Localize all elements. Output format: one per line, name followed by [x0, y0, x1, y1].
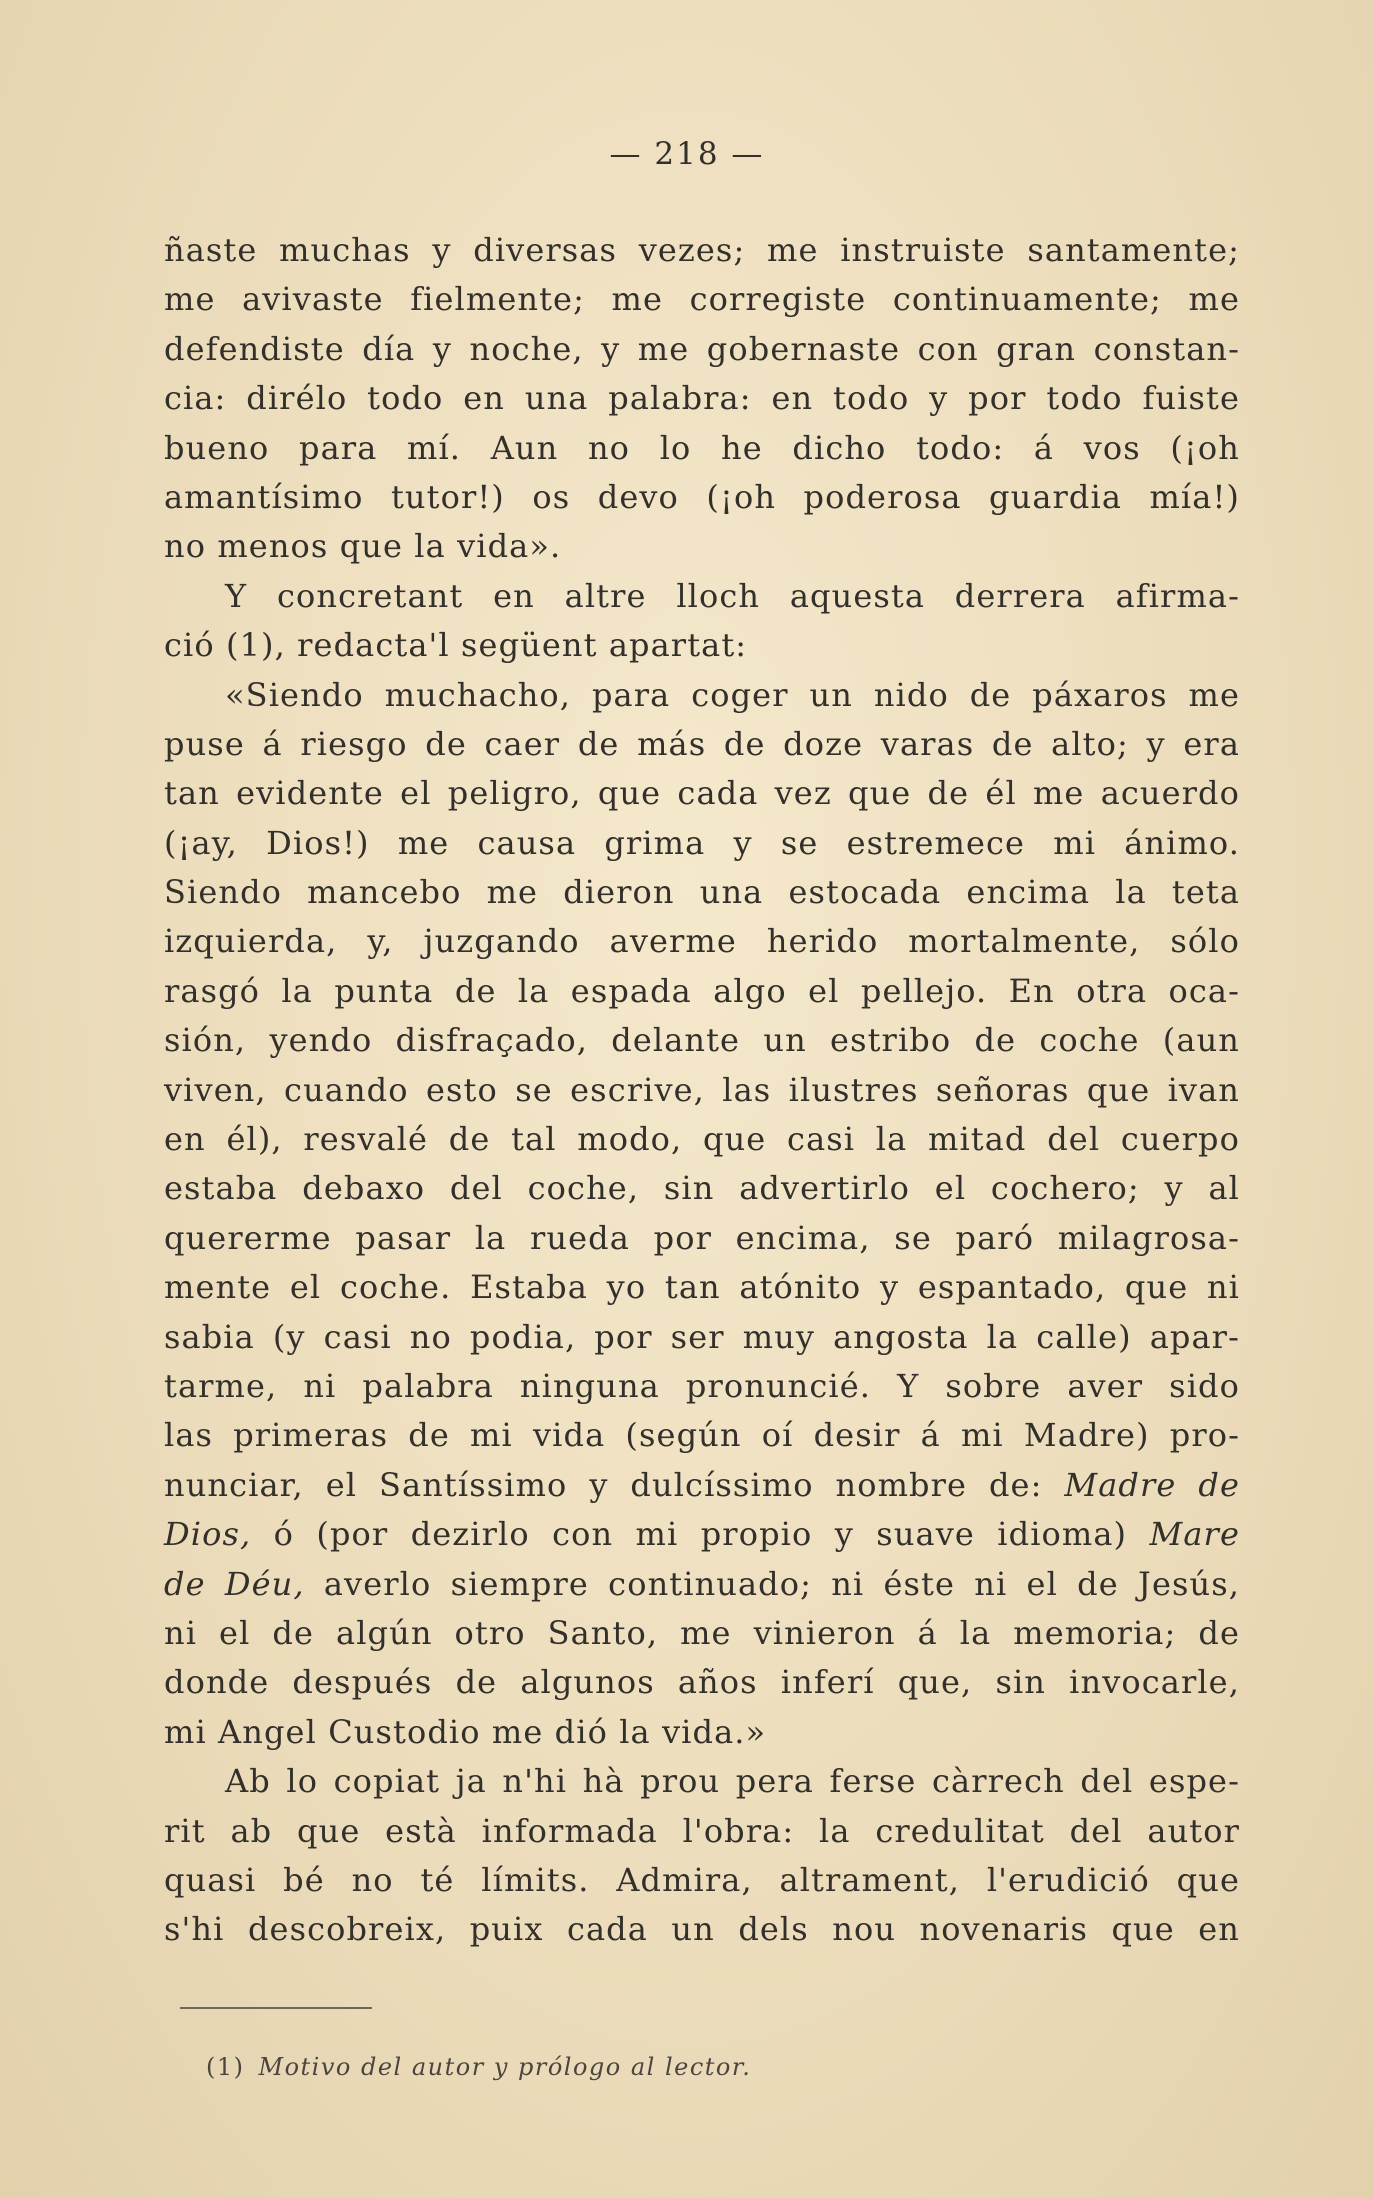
text-line: sión, yendo disfraçado, delante un estribo de coche (aun	[164, 1021, 1240, 1060]
text-line: «Siendo muchacho, para coger un nido de páxaros me	[225, 675, 1240, 714]
italic-phrase: Dios,	[164, 1515, 252, 1554]
text-line: sabia (y casi no podia, por ser muy angosta la calle) apar-	[164, 1317, 1240, 1356]
italic-phrase: Mare	[1149, 1515, 1240, 1554]
italic-phrase: Madre de	[1064, 1465, 1240, 1504]
text-line: Y concretant en altre lloch aquesta derrera afirma-	[225, 576, 1240, 615]
text-line: las primeras de mi vida (según oí desir á mi Madre) pro-	[164, 1416, 1240, 1455]
page-number: — 218 —	[609, 136, 765, 172]
text-line: de Déu, averlo siempre continuado; ni éste ni el de Jesús,	[164, 1564, 1241, 1603]
body-text	[164, 226, 1240, 1955]
text-line: me avivaste fielmente; me corregiste continuamente; me	[164, 280, 1240, 319]
text-line: ñaste muchas y diversas vezes; me instruiste santamente;	[164, 231, 1240, 269]
text-line: viven, cuando esto se escrive, las ilustres señoras que ivan	[164, 1070, 1240, 1109]
text-line: tarme, ni palabra ninguna pronuncié. Y sobre aver sido	[164, 1366, 1240, 1405]
text-line: izquierda, y, juzgando averme herido mortalmente, sólo	[164, 922, 1240, 961]
text-line: (¡ay, Dios!) me causa grima y se estremece mi ánimo.	[164, 823, 1240, 862]
text-line: quererme pasar la rueda por encima, se paró milagrosa-	[164, 1218, 1240, 1257]
text-line: cia: dirélo todo en una palabra: en todo y por todo fuiste	[164, 379, 1240, 418]
text-line: quasi bé no té límits. Admira, altrament, l'erudició que	[164, 1860, 1240, 1899]
text-line: amantísimo tutor!) os devo (¡oh poderosa guardia mía!)	[164, 477, 1240, 516]
text-line: estaba debaxo del coche, sin advertirlo el cochero; y al	[164, 1169, 1240, 1208]
italic-phrase: de Déu,	[164, 1564, 305, 1603]
footnote-marker: (1)	[206, 2053, 245, 2081]
footnote-rule	[180, 2007, 372, 2009]
text-line: tan evidente el peligro, que cada vez que de él me acuerdo	[164, 774, 1240, 813]
footnote-text: Motivo del autor y prólogo al lector.	[258, 2053, 752, 2081]
text-line: puse á riesgo de caer de más de doze varas de alto; y era	[164, 724, 1240, 763]
text-line: Dios, ó (por dezirlo con mi propio y suave idioma) Mare	[164, 1515, 1240, 1554]
text-line: Ab lo copiat ja n'hi hà prou pera ferse càrrech del espe-	[225, 1762, 1240, 1801]
text-line: s'hi descobreix, puix cada un dels nou novenaris que en	[164, 1910, 1240, 1949]
text-line: rit ab que està informada l'obra: la credulitat del autor	[164, 1811, 1240, 1850]
text-line: rasgó la punta de la espada algo el pellejo. En otra oca-	[164, 971, 1240, 1010]
text-line: ció (1), redacta'l següent apartat:	[164, 626, 748, 665]
text-line: ni el de algún otro Santo, me vinieron á la memoria; de	[164, 1613, 1240, 1652]
text-line: bueno para mí. Aun no lo he dicho todo: á vos (¡oh	[164, 428, 1240, 467]
text-line: mi Angel Custodio me dió la vida.»	[164, 1712, 767, 1751]
text-line: no menos que la vida».	[164, 527, 562, 566]
footnote	[206, 2053, 751, 2081]
text-line: mente el coche. Estaba yo tan atónito y espantado, que ni	[164, 1268, 1240, 1307]
text-line: Siendo mancebo me dieron una estocada encima la teta	[164, 873, 1240, 912]
text-line: donde después de algunos años inferí que, sin invocarle,	[164, 1663, 1240, 1702]
text-line: defendiste día y noche, y me gobernaste con gran constan-	[164, 329, 1240, 368]
text-line: nunciar, el Santíssimo y dulcíssimo nombre de: Madre de	[164, 1465, 1240, 1504]
text-line: en él), resvalé de tal modo, que casi la mitad del cuerpo	[164, 1120, 1240, 1159]
